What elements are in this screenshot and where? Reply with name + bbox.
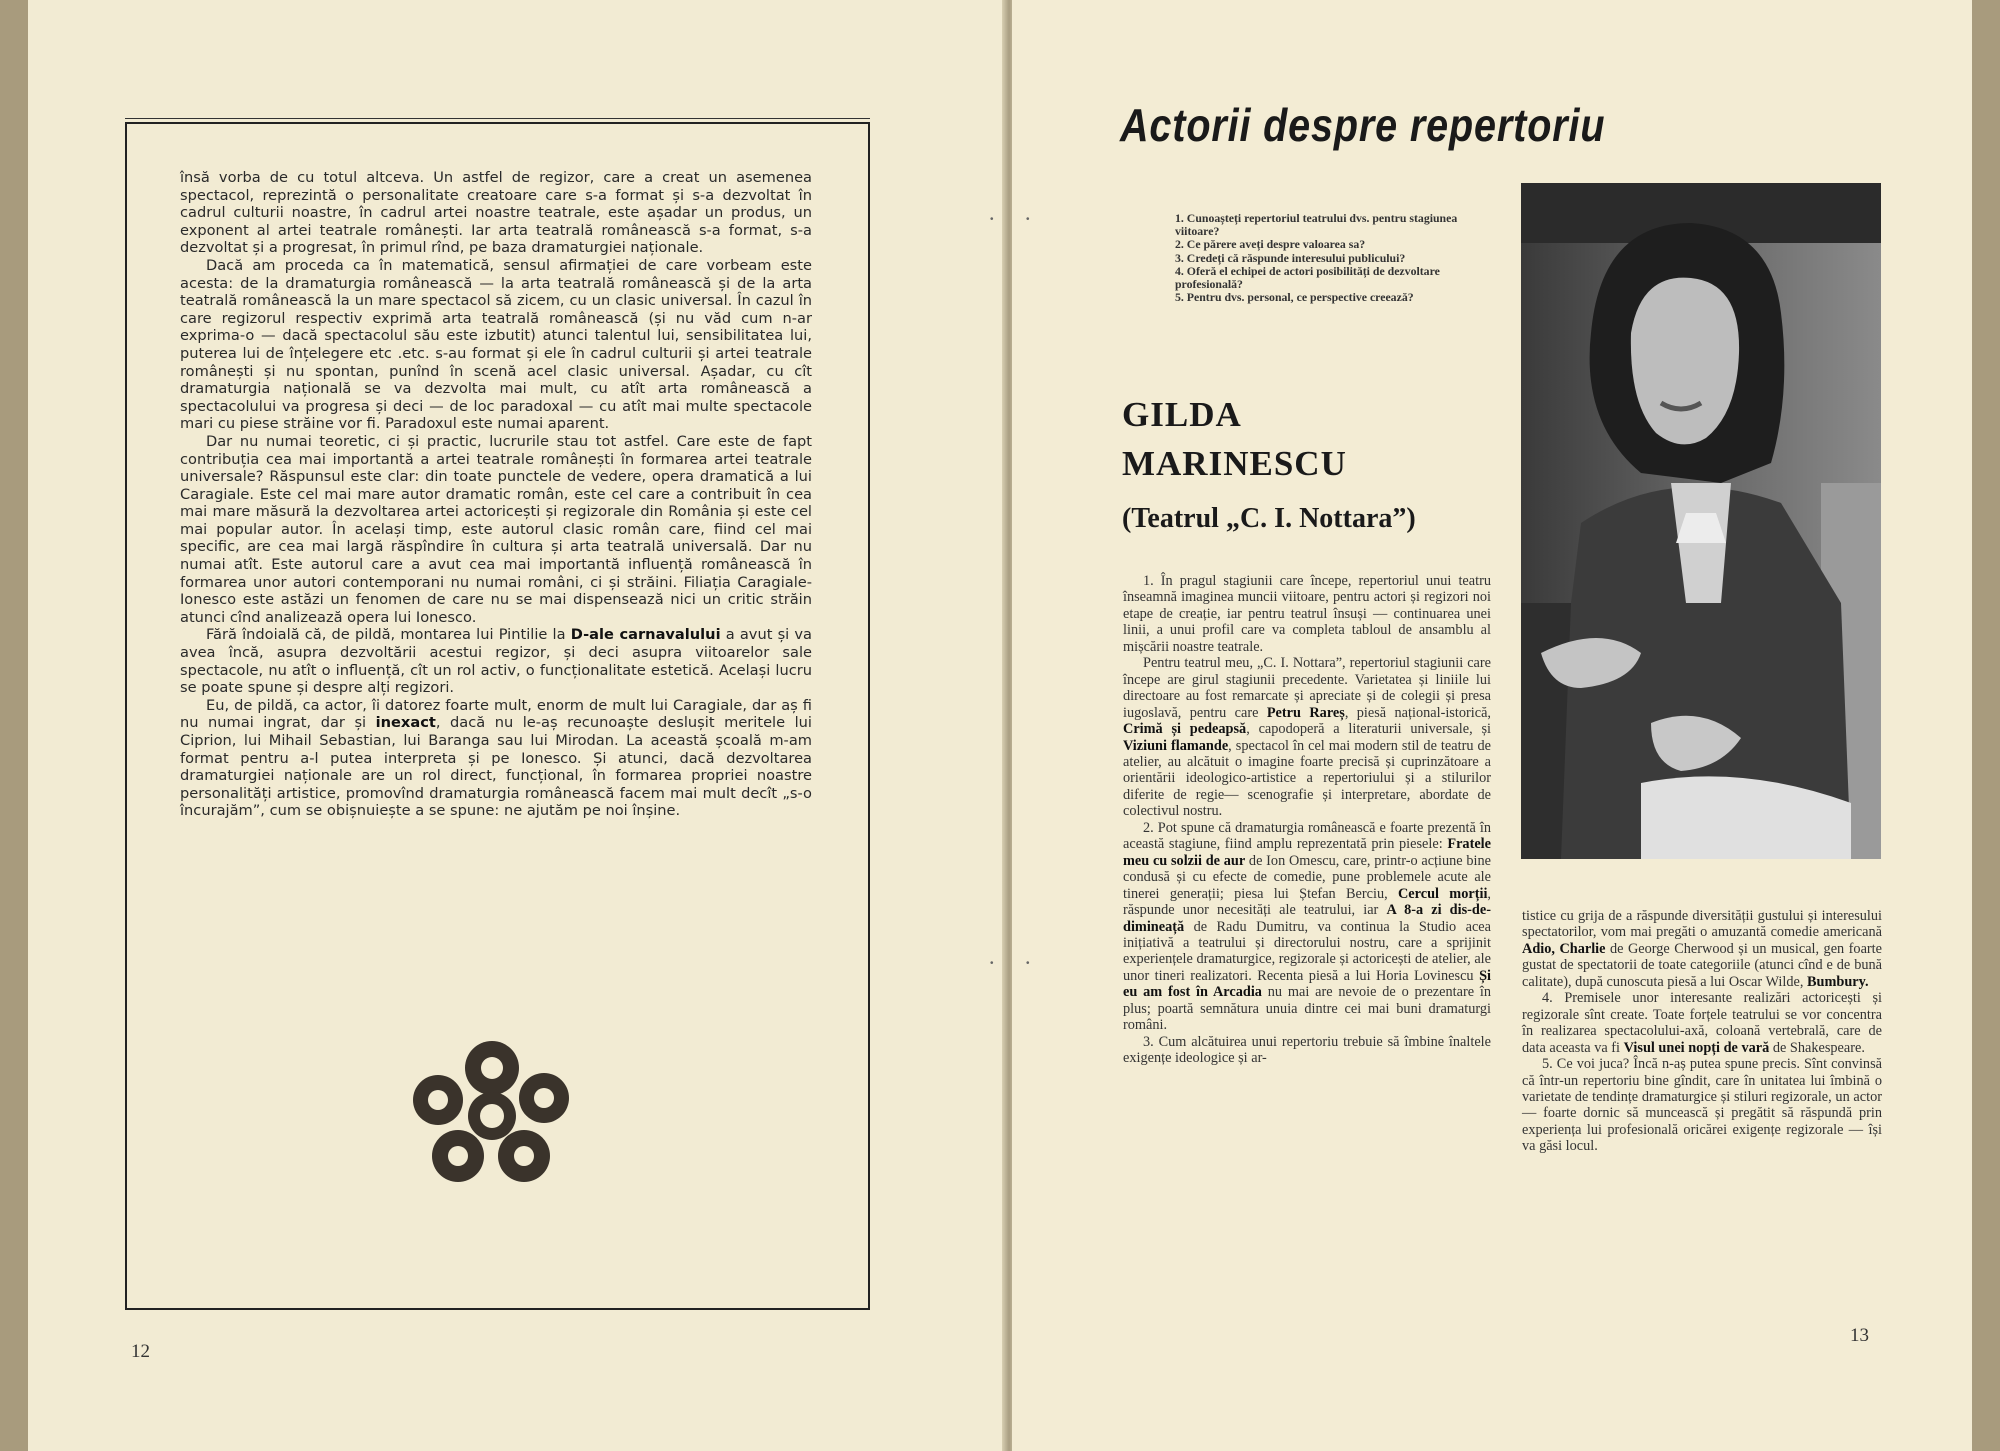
actor-photo	[1521, 183, 1881, 859]
play-title: Și eu am fost în Arcadia	[1123, 967, 1491, 1001]
play-title: Adio, Charlie	[1522, 940, 1606, 957]
play-title: A 8-a zi dis-de-dimineață	[1123, 902, 1491, 935]
play-title: Cercul morții	[1397, 885, 1488, 902]
answer-paragraph: 1. În pragul stagiunii care începe, repertoriul unui teatru înseamnă imaginea muncii viitoare, pentru actori și regizori noi etape de creație, iar pentru teatrul însuși — continuarea unei linii, a unui profil care va completa tabloul de ansamblu al mișcării noastre teatrale.	[1123, 573, 1491, 655]
paragraph: Eu, de pildă, ca actor, îi datorez foarte mult, enorm de mult lui Caragiale, dar aș fi nu numai ingrat, dar și inexact, dacă nu le-aș recunoaște deslușit meritele lui Ciprion, lui Mihail Sebastian, lui Baranga sau lui Mirodan. La această școală m-am format pentru a-l putea interpreta și pe Ionesco. Și atunci, dacă dezvoltarea dramaturgiei naționale are un rol direct, funcțional, în formarea propriei noastre personalități artistice, promovînd dramaturgia românească facem mai mult decît „s-o încurajăm”, cum se obișnuiește a se spune: ne ajutăm pe noi înșine.	[180, 696, 812, 820]
answer-column-1	[1123, 573, 1491, 1067]
binding-mark: •	[1026, 214, 1030, 225]
play-title: Fratele meu cu solzii de aur	[1123, 836, 1491, 869]
question-item: 5. Pentru dvs. personal, ce perspective creează?	[1175, 290, 1414, 305]
paragraph: Dacă am proceda ca în matematică, sensul afirmației de care vorbeam este acesta: de la dramaturgia românească — la arta teatrală românească și de la arta teatrală românească la un mare spectacol să zicem, cu un clasic universal. În cazul în care regizorul respectiv exprimă arta teatrală românească (și nu văd cum n-ar exprima-o — dacă spectacolul său este izbutit) atunci talentul lui, sensibilitatea lui, puterea lui de înțelegere etc .etc. s-au format și ele în cadrul culturii și artei teatrale românești și nu spontan, punînd în scenă acel clasic universal. Așadar, cu cît dramaturgia națională se va dezvolta mai mult, cu atît arta românească a spectacolului va progresa și deci — de loc paradoxal — cu atît mai multe spectacole mari cu piese străine vor fi. Paradoxul este numai aparent.	[180, 256, 812, 433]
frame-top-rule	[125, 118, 870, 119]
question-item: 2. Ce părere aveți despre valoarea sa?	[1175, 237, 1366, 252]
page-number-right: 13	[1850, 1325, 1869, 1346]
emphasis: inexact	[375, 714, 436, 732]
binding-mark: •	[990, 958, 994, 969]
play-title: D-ale carnavalului	[570, 626, 721, 644]
answer-paragraph: 5. Ce voi juca? Încă n-aș putea spune precis. Sînt convinsă că într-un repertoriu bine gîndit, care în unitatea lui îmbină o varietate de tendințe dramaturgice și stiluri regizorale, un actor — foarte dornic să muncească și pregătit să răspundă prin experiența lui profesională oricărei exigențe regizorale — își va găsi locul.	[1522, 1056, 1882, 1155]
page-number-left: 12	[131, 1341, 150, 1362]
left-article-text	[180, 169, 812, 820]
binding-mark: •	[990, 214, 994, 225]
play-title: Crimă și pedeapsă	[1123, 721, 1247, 738]
answer-paragraph: Pentru teatrul meu, „C. I. Nottara”, repertoriul stagiunii care începe are girul stagiunii precedente. Varietatea și liniile lui directoare au fost remarcate și apreciate și de colegii și presa iugoslavă, pentru care Petru Rareș, piesă național-istorică, Crimă și pedeapsă, capodoperă a literaturii universale, și Viziuni flamande, spectacol în cel mai modern stil de teatru de atelier, au alcătuit o imagine foarte precisă și cuprinzătoare a orientării ideologico-artistice a repertoriului și a stilurilor diferite de regie— scenografie și interpretare, abordate de colectivul nostru.	[1123, 655, 1492, 820]
portrait-image	[1521, 183, 1881, 859]
questions-list	[1175, 212, 1495, 304]
play-title: Visul unei nopți de vară	[1623, 1039, 1770, 1056]
play-title: Viziuni flamande	[1123, 737, 1229, 754]
paragraph: Fără îndoială că, de pildă, montarea lui Pintilie la D-ale carnavalului a avut și va avea încă, asupra dezvoltării acestui regizor, și deci asupra viitoarelor sale spectacole, nu atît o influență, cît un rol activ, o funcționalitate estetică. Același lucru se poate spune și despre alți regizori.	[180, 626, 812, 697]
answer-column-2	[1522, 908, 1882, 1155]
book-cover-edge-right	[1972, 0, 2000, 1451]
answer-paragraph: tistice cu grija de a răspunde diversității gustului și interesului spectatorilor, vom mai pregăti o amuzantă comedie americană Adio, Charlie de George Cherwood și un musical, gen foarte gustat de spectatorii de toate categoriile (atunci cînd e de bună calitate), după cunoscuta piesă a lui Oscar Wilde, Bumbury.	[1522, 908, 1882, 990]
paragraph: Dar nu numai teoretic, ci și practic, lucrurile stau tot astfel. Care este de fapt contribuția cea mai importantă a artei teatrale românești în formarea artei teatrale universale? Răspunsul este clar: din toate punctele de vedere, opera dramatică a lui Caragiale. Este cel mai mare autor dramatic român, este cel care a contribuit în cea mai mare măsură la dezvoltarea artei actoricești și regizorale din România și este cel mai popular autor. În același timp, este autorul clasic român care, fiind cel mai specific, are cea mai largă răspîndire în cultura și arta teatrală universală. Dar nu numai atît. Este autorul care a avut cea mai importantă influență românească în formarea unor autori contemporani nu numai români, ci și străini. Filiația Caragiale-Ionesco este astăzi un fenomen de care nu se mai dispensează nici un critic străin atunci cînd analizează opera lui Ionesco.	[180, 432, 812, 626]
flower-ornament	[412, 1038, 572, 1188]
actor-name: GILDA MARINESCU	[1122, 395, 1347, 483]
book-cover-edge-left	[0, 0, 30, 1451]
answer-paragraph: 4. Premisele unor interesante realizări actoricești și regizorale sînt create. Toate forțele teatrului se vor concentra în realizarea spectacolului-axă, coloană vertebrală, care de data aceasta va fi Visul unei nopți de vară de Shakespeare.	[1522, 990, 1882, 1056]
question-item: 1. Cunoașteți repertoriul teatrului dvs. pentru stagiunea viitoare?	[1175, 211, 1458, 239]
page-title: Actorii despre repertoriu	[1120, 99, 1606, 151]
answer-paragraph: 2. Pot spune că dramaturgia românească e foarte prezentă în această stagiune, fiind amplu reprezentată prin piesele: Fratele meu cu solzii de aur de Ion Omescu, care, printr-o acțiune bine condusă și cu efecte de comedie, pune problemele acute ale tinerei generații; piesa lui Ștefan Berciu, Cercul morții, răspunde unor necesități ale teatrului, iar A 8-a zi dis-de-dimineață de Radu Dumitru, va continua la Studio acea inițiativă a teatrului și directorului nostru, care a sprijinit experiențele dramaturgice, regizorale și actoricești de atelier, ale unor tineri realizatori. Recenta piesă a lui Horia Lovinescu Și eu am fost în Arcadia nu mai are nevoie de o prezentare în plus; poartă semnătura unuia dintre cei mai buni dramaturgi români.	[1123, 819, 1491, 1034]
theatre-name: (Teatrul „C. I. Nottara”)	[1122, 503, 1416, 534]
play-title: Bumbury.	[1807, 973, 1869, 990]
question-item: 4. Oferă el echipei de actori posibilități de dezvoltare profesională?	[1175, 263, 1440, 292]
answer-paragraph: 3. Cum alcătuirea unui repertoriu trebuie să îmbine înaltele exigențe ideologice și ar-	[1123, 1033, 1491, 1067]
play-title: Petru Rareș	[1266, 704, 1345, 721]
paragraph: însă vorba de cu totul altceva. Un astfel de regizor, care a creat un asemenea spectacol, reprezintă o personalitate creatoare care s-a format și s-a dezvoltat în cadrul culturii noastre, în cadrul artei noastre teatrale, este așadar un produs, un exponent al artei teatrale românești. Iar arta teatrală românească s-a format, s-a dezvoltat și a progresat, în primul rînd, pe baza dramaturgiei naționale.	[180, 169, 812, 257]
question-item: 3. Credeți că răspunde interesului publicului?	[1175, 250, 1406, 265]
binding-mark: •	[1026, 958, 1030, 969]
